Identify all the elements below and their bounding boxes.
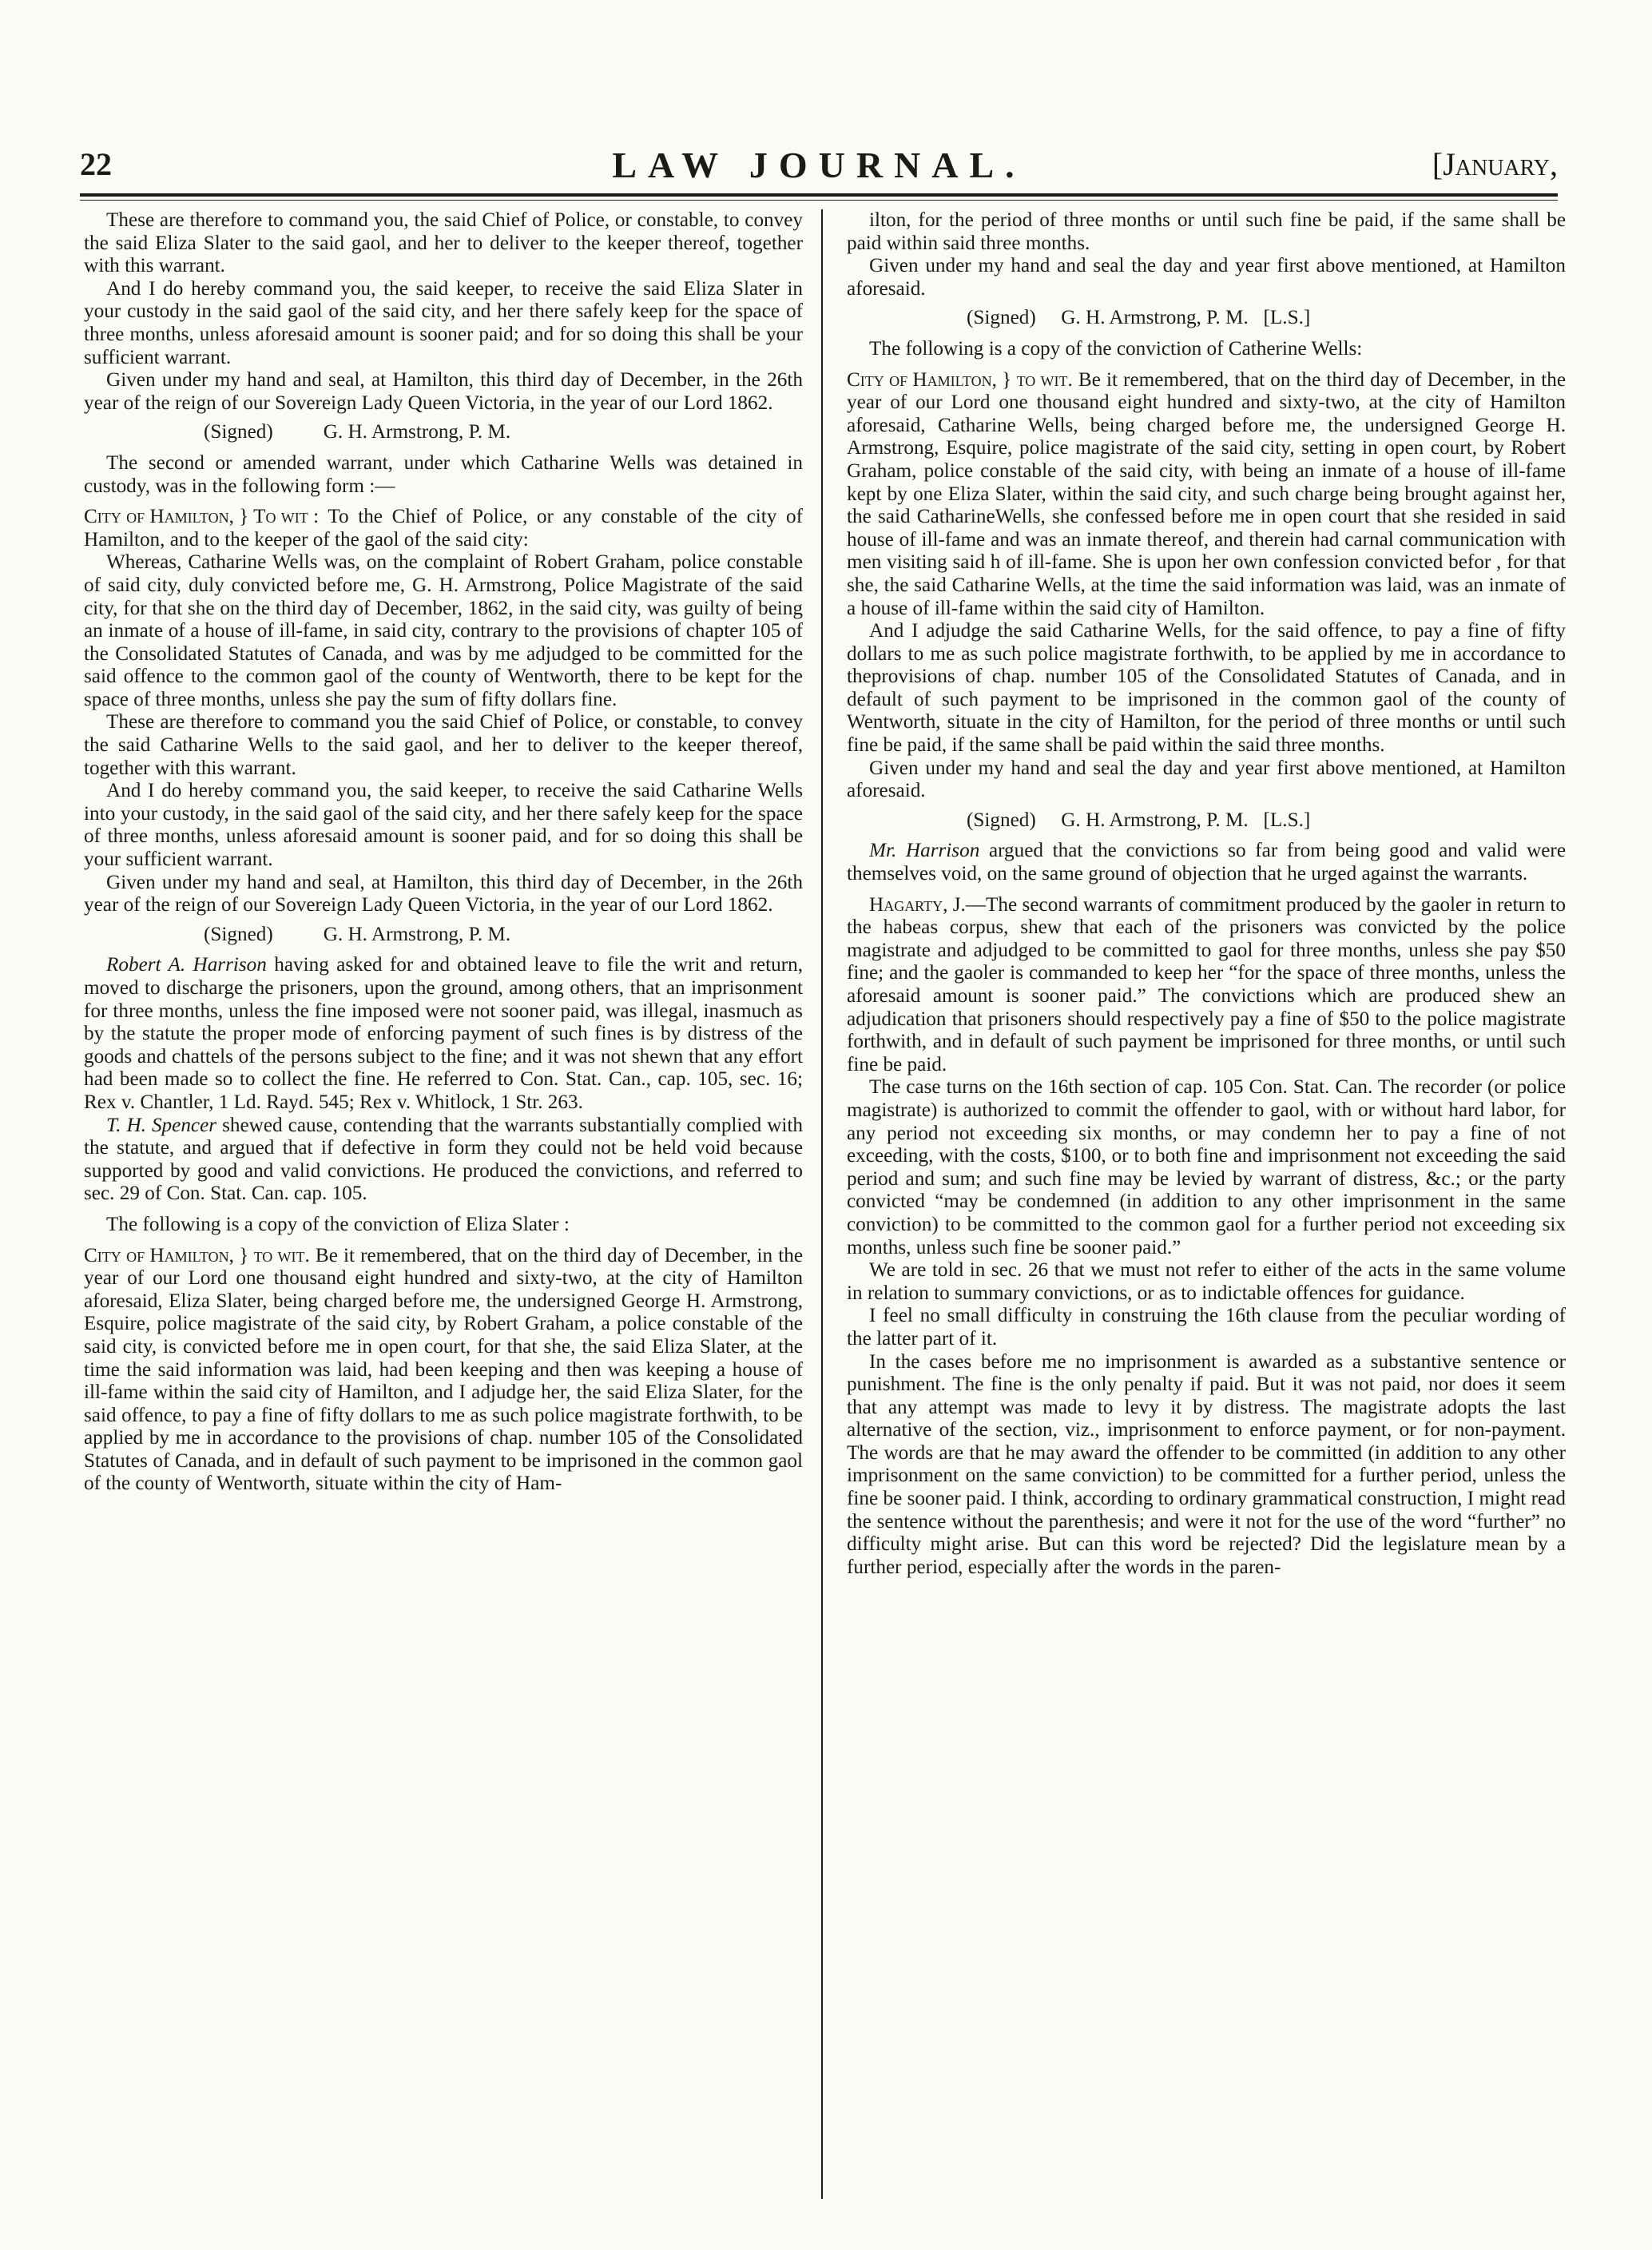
- signature-line: (Signed) G. H. Armstrong, P. M.: [204, 923, 511, 945]
- signature-line: (Signed) G. H. Armstrong, P. M. [L.S.]: [967, 307, 1311, 329]
- paragraph: Given under my hand and seal, at Hamilton, this third day of December, in the 26th year of the reign of our Sovereign Lady Queen Victoria, in the year of our Lord 1862.: [84, 871, 803, 916]
- page-number: 22: [80, 146, 112, 182]
- conviction-caption: [84, 1245, 803, 1497]
- paragraph: [847, 894, 1566, 1077]
- header-rule-thin: [80, 200, 1558, 201]
- paragraph: [84, 1115, 803, 1206]
- caption-heading: City of Hamilton, } To wit :: [84, 506, 320, 528]
- caption-heading: City of Hamilton, } to wit.: [847, 368, 1073, 391]
- caption-heading: City of Hamilton, } to wit.: [84, 1244, 310, 1266]
- paragraph: ilton, for the period of three months or until such fine be paid, if the same shall be paid within said three months.: [847, 209, 1566, 254]
- signature-line: (Signed) G. H. Armstrong, P. M. [L.S.]: [967, 809, 1311, 831]
- paragraph: And I do hereby command you, the said keeper, to receive the said Catharine Wells into your custody, in the said gaol of the said city, and her there safely keep for the space of three months, unless aforesaid amount is sooner paid, and for so doing this shall be your sufficient warrant.: [84, 780, 803, 871]
- counsel-name: Mr. Harrison: [869, 840, 980, 862]
- paragraph: I feel no small difficulty in construing the 16th clause from the peculiar wording of the latter part of it.: [847, 1305, 1566, 1350]
- paragraph: And I adjudge the said Catharine Wells, for the said offence, to pay a fine of fifty dollars to me as such police magistrate forthwith, to be applied by me in accordance to theprovisions of chap. number 105 of the Consolidated Statutes of Canada, and in default of such payment to be imprisoned in the common gaol of the county of Wentworth, situate in the city of Hamilton, for the period of three months or until such fine be paid, if the same shall be paid within the said three months.: [847, 620, 1566, 757]
- warrant-caption: [84, 506, 803, 551]
- right-column: [847, 209, 1566, 2215]
- caption-text: Be it remembered, that on the third day of December, in the year of our Lord one thousand eight hundred and sixty-two, at the city of Hamilton aforesaid, Catharine Wells, being charged before me, the undersigned George H. Armstrong, Esquire, police magistrate of the said city, setting in open court, by Robert Graham, police constable of the said city, with being an inmate of a house of ill-fame kept by one Eliza Slater, within the said city, and such charge being brought against her, the said CatharineWells, she confessed before me in open court that she resided in said house of ill-fame and was an inmate thereof, and therein had carnal communication with men visiting said h of ill-fame. She is upon her own confession convicted befor , for that she, the said Catharine Wells, at the time the said information was laid, was an inmate of a house of ill-fame within the said city of Hamilton.: [847, 368, 1566, 619]
- paragraph: Whereas, Catharine Wells was, on the complaint of Robert Graham, police constable of said city, duly convicted before me, G. H. Armstrong, Police Magistrate of the said city, for that she on the third day of December, 1862, in the said city, was guilty of being an inmate of a house of ill-fame, in said city, contrary to the provisions of chapter 105 of the Consolidated Statutes of Canada, and was by me adjudged to be committed for the said offence to the common gaol of the county of Wentworth, there to be kept for the space of three months, unless she pay the sum of fifty dollars fine.: [84, 551, 803, 710]
- paragraph: The second or amended warrant, under which Catharine Wells was detained in custody, was in the following form :—: [84, 451, 803, 497]
- paragraph: In the cases before me no imprisonment is awarded as a substantive sentence or punishment. The fine is the only penalty if paid. But it was not paid, nor does it seem that any attempt was made to levy it by distress. The magistrate adopts the last alternative of the section, viz., imprisonment to enforce payment, or for non-payment. The words are that he may award the offender to be committed (in addition to any other imprisonment on the same conviction) to be committed for a further period, unless the fine be sooner paid. I think, according to ordinary grammatical construction, I might read the sentence without the parenthesis; and were it not for the use of the word “further” no difficulty might arise. But can this word be rejected? Did the legislature mean by a further period, especially after the words in the paren-: [847, 1350, 1566, 1578]
- caption-text: Be it remembered, that on the third day of December, in the year of our Lord one thousand eight hundred and sixty-two, at the city of Hamilton aforesaid, Eliza Slater, being charged before me, the undersigned George H. Armstrong, Esquire, police magistrate of the said city, by Robert Graham, a police constable of the said city, is convicted before me in open court, for that she, the said Eliza Slater, at the time the said information was laid, had been keeping and then was keeping a house of ill-fame within the said city of Hamilton, and I adjudge her, the said Eliza Slater, for the said offence, to pay a fine of fifty dollars to me as such police magistrate forthwith, to be applied by me in accordance to the provisions of chap. number 105 of the Consolidated Statutes of Canada, and in default of such payment to be imprisoned in the common gaol of the county of Wentworth, situate within the city of Ham-: [84, 1244, 803, 1495]
- judge-name: Hagarty, J.: [869, 893, 966, 916]
- conviction-caption: [847, 369, 1566, 621]
- paragraph: [84, 954, 803, 1114]
- paragraph: These are therefore to command you, the said Chief of Police, or constable, to convey the said Eliza Slater to the said gaol, and her to deliver to the keeper thereof, together with this warrant.: [84, 209, 803, 277]
- paragraph: These are therefore to command you the said Chief of Police, or constable, to convey the said Catharine Wells to the said gaol, and her to deliver to the keeper thereof, together with this warrant.: [84, 711, 803, 779]
- paragraph-text: argued that the convictions so far from being good and valid were themselves void, on the same ground of objection that he urged against the warrants.: [847, 840, 1566, 885]
- running-header: [80, 141, 1558, 192]
- paragraph-text: —The second warrants of commitment produced by the gaoler in return to the habeas corpus, shew that each of the prisoners was convicted by the police magistrate and adjudged to be committed to gaol for three months, unless she pay $50 fine; and the gaoler is commanded to keep her “for the space of three months, unless the aforesaid amount is sooner paid.” The convictions which are produced shew an adjudication that prisoners should respectively pay a fine of $50 to the police magistrate forthwith, and in default of such payment be imprisoned for three months, or until such fine be paid.: [847, 893, 1566, 1075]
- left-column: [84, 209, 803, 2215]
- journal-title: LAW JOURNAL.: [612, 145, 1026, 185]
- paragraph: Given under my hand and seal the day and year first above mentioned, at Hamilton aforesaid.: [847, 757, 1566, 802]
- column-divider: [821, 209, 823, 2199]
- issue-month: [January,: [1432, 146, 1558, 182]
- paragraph-text: having asked for and obtained leave to file the writ and return, moved to discharge the prisoners, upon the ground, among others, that an imprisonment for three months, unless the fine imposed were not sooner paid, was illegal, inasmuch as by the statute the proper mode of enforcing payment of such fines is by distress of the goods and chattels of the persons subject to the fine; and it was not shewn that any effort had been made so to collect the fine. He referred to Con. Stat. Can., cap. 105, sec. 16; Rex v. Chantler, 1 Ld. Rayd. 545; Rex v. Whitlock, 1 Str. 263.: [84, 954, 803, 1113]
- paragraph: We are told in sec. 26 that we must not refer to either of the acts in the same volume in relation to summary convictions, or as to indictable offences for guidance.: [847, 1259, 1566, 1304]
- caption-text: To the Chief of Police, or any constable of the city of Hamilton, and to the keeper of the gaol of the said city:: [84, 506, 803, 551]
- paragraph: And I do hereby command you, the said keeper, to receive the said Eliza Slater in your custody in the said gaol of the said city, and her there safely keep for the space of three months, unless aforesaid amount is sooner paid; and for so doing this shall be your sufficient warrant.: [84, 277, 803, 368]
- paragraph-text: shewed cause, contending that the warrants substantially complied with the statute, and argued that if defective in form they could not be held void because supported by good and valid convictions. He produced the convictions, and referred to sec. 29 of Con. Stat. Can. cap. 105.: [84, 1114, 803, 1205]
- paragraph: The following is a copy of the conviction of Eliza Slater :: [106, 1213, 570, 1235]
- paragraph: The case turns on the 16th section of cap. 105 Con. Stat. Can. The recorder (or police magistrate) is authorized to commit the offender to gaol, with or without hard labor, for any period not exceeding six months, or may condemn her to pay a fine of not exceeding, with the costs, $100, or to both fine and imprisonment not exceeding the said period and sum; and such fine may be levied by warrant of distress, &c.; or the party convicted “may be condemned (in addition to any other imprisonment in the same conviction) to be committed to the common gaol for a further period not exceeding six months, unless such fine be sooner paid.”: [847, 1076, 1566, 1258]
- paragraph: [847, 840, 1566, 885]
- paragraph: Given under my hand and seal, at Hamilton, this third day of December, in the 26th year of the reign of our Sovereign Lady Queen Victoria, in the year of our Lord 1862.: [84, 369, 803, 414]
- counsel-name: Robert A. Harrison: [106, 954, 267, 976]
- paragraph: Given under my hand and seal the day and year first above mentioned, at Hamilton aforesaid.: [847, 255, 1566, 300]
- paragraph: The following is a copy of the conviction of Catherine Wells:: [869, 337, 1363, 360]
- counsel-name: T. H. Spencer: [106, 1114, 217, 1136]
- header-rule: [80, 193, 1558, 197]
- signature-line: (Signed) G. H. Armstrong, P. M.: [204, 421, 511, 443]
